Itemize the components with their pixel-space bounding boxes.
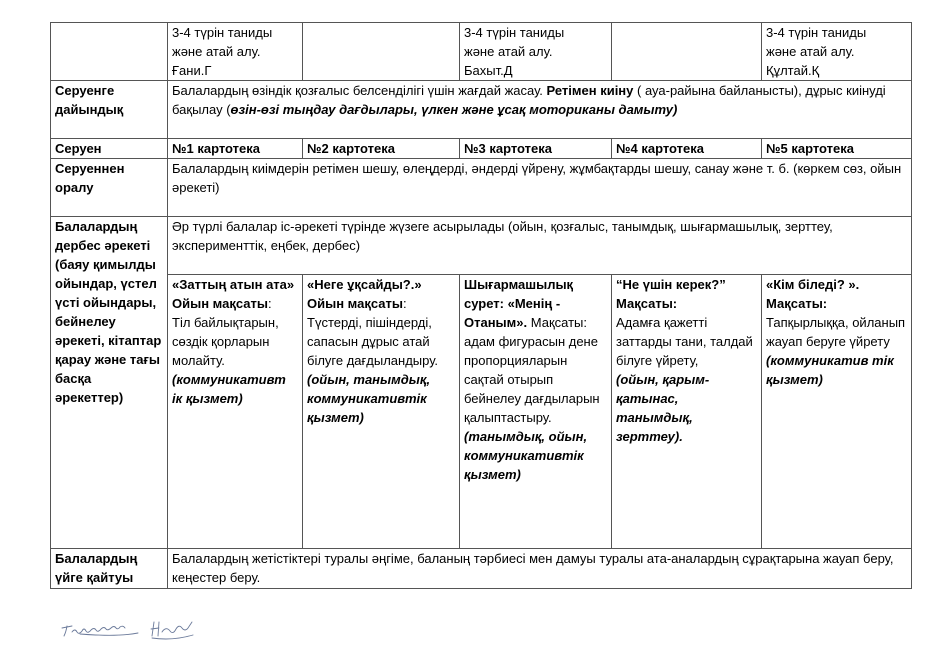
top-cell-3: 3-4 түрін таниды және атай алу. Бахыт.Д xyxy=(460,23,612,81)
walk-label: Серуен xyxy=(51,139,168,159)
independent-activity-label: Балалардың дербес әрекеті (баяу қимылды ойындар, үстел үсті ойындары, бейнелеу әрекеті, кітаптар қарау және тағы басқа әрекеттер) xyxy=(51,217,168,549)
row-independent-activity xyxy=(51,217,912,275)
game-1-goal-text: Тіл байлықтарын, сөздік қорларын молайту. xyxy=(172,315,279,368)
game-3-title: Шығармашылық сурет: «Менің - Отаным». xyxy=(464,277,574,330)
top-cell-4 xyxy=(612,23,762,81)
walk-card-4: №4 картотека xyxy=(612,139,762,159)
game-1-goal-label: Ойын мақсаты xyxy=(172,296,268,311)
return-text: Балалардың киімдерін ретімен шешу, өлеңдерді, әндерді үйрену, жұмбақтарды шешу, санау және т. б. (көркем сөз, ойын әрекеті) xyxy=(168,159,912,217)
game-4-goal-text: Адамға қажетті заттарды тани, талдай білуге үйрету, xyxy=(616,315,753,368)
game-5-title: «Кім біледі? ». xyxy=(766,277,860,292)
game-cell-2 xyxy=(303,275,460,549)
row-going-home xyxy=(51,549,912,589)
handwritten-signature-icon xyxy=(58,614,218,644)
game-2-goal-text: Түстерді, пішіндерді, сапасын дұрыс атай білуге дағдыландыру. xyxy=(307,315,439,368)
top-cell-label xyxy=(51,23,168,81)
game-5-type: (коммуникатив тік қызмет) xyxy=(766,353,894,387)
return-label: Серуеннен оралу xyxy=(51,159,168,217)
game-2-goal-colon: : xyxy=(402,296,407,311)
walk-card-5: №5 картотека xyxy=(762,139,912,159)
game-cell-4 xyxy=(612,275,762,549)
game-cell-3 xyxy=(460,275,612,549)
game-3-goal-text: Мақсаты: адам фигурасын дене пропорцияларын сақтай отырып бейнелеу дағдыларын қалыптастыру. xyxy=(464,315,600,425)
game-2-type: (ойын, танымдық, коммуникативтік қызмет) xyxy=(307,372,431,425)
game-4-title: “Не үшін керек?” xyxy=(616,277,726,292)
game-4-goal-label: Мақсаты: xyxy=(616,296,678,311)
row-walk-preparation xyxy=(51,81,912,139)
prep-text-bold-italic: өзін-өзі тыңдау дағдылары, үлкен және ұсақ моториканы дамыту) xyxy=(230,102,678,117)
top-cell-2 xyxy=(303,23,460,81)
going-home-text: Балалардың жетістіктері туралы әңгіме, баланың тәрбиесі мен дамуы туралы ата-аналардың сұрақтарына жауап беру, кеңестер беру. xyxy=(168,549,912,589)
game-1-goal-colon: : xyxy=(267,296,272,311)
prep-text-bold: Ретімен киіну xyxy=(546,83,634,98)
game-cell-1 xyxy=(168,275,303,549)
walk-card-3: №3 картотека xyxy=(460,139,612,159)
row-activity-games xyxy=(51,275,912,549)
walk-preparation-text xyxy=(168,81,912,139)
game-2-goal-label: Ойын мақсаты xyxy=(307,296,403,311)
prep-text-plain: Балалардың өзіндік қозғалыс белсенділігі үшін жағдай жасау. xyxy=(172,83,547,98)
daily-plan-table xyxy=(50,22,912,589)
walk-card-1: №1 картотека xyxy=(168,139,303,159)
game-3-type: (танымдық, ойын, коммуникативтік қызмет) xyxy=(464,429,588,482)
game-1-type: (коммуникативт ік қызмет) xyxy=(172,372,286,406)
going-home-label: Балалардың үйге қайтуы xyxy=(51,549,168,589)
row-return-from-walk xyxy=(51,159,912,217)
top-cell-1: 3-4 түрін таниды және атай алу. Ғани.Г xyxy=(168,23,303,81)
independent-activity-intro: Әр түрлі балалар іс-әрекеті түрінде жүзеге асырылады (ойын, қозғалыс, танымдық, шығармашылық, зерттеу, эксперименттік, еңбек, дербес) xyxy=(168,217,912,275)
game-1-title: «Заттың атын ата» xyxy=(172,277,295,292)
game-4-type: (ойын, қарым-қатынас, танымдық, зерттеу). xyxy=(616,372,710,444)
walk-card-2: №2 картотека xyxy=(303,139,460,159)
top-cell-5: 3-4 түрін таниды және атай алу. Құлтай.Қ xyxy=(762,23,912,81)
game-5-goal-text: Тапқырлыққа, ойланып жауап беруге үйрету xyxy=(766,315,906,349)
row-top xyxy=(51,23,912,81)
game-cell-5 xyxy=(762,275,912,549)
prep-text-plain2: ( ауа-райына байланысты), дұрыс киінуді бақылау ( xyxy=(172,83,886,117)
walk-preparation-label: Серуенге дайындық xyxy=(51,81,168,139)
game-5-goal-label: Мақсаты: xyxy=(766,296,828,311)
row-walk xyxy=(51,139,912,159)
game-2-title: «Неге ұқсайды?.» xyxy=(307,277,422,292)
